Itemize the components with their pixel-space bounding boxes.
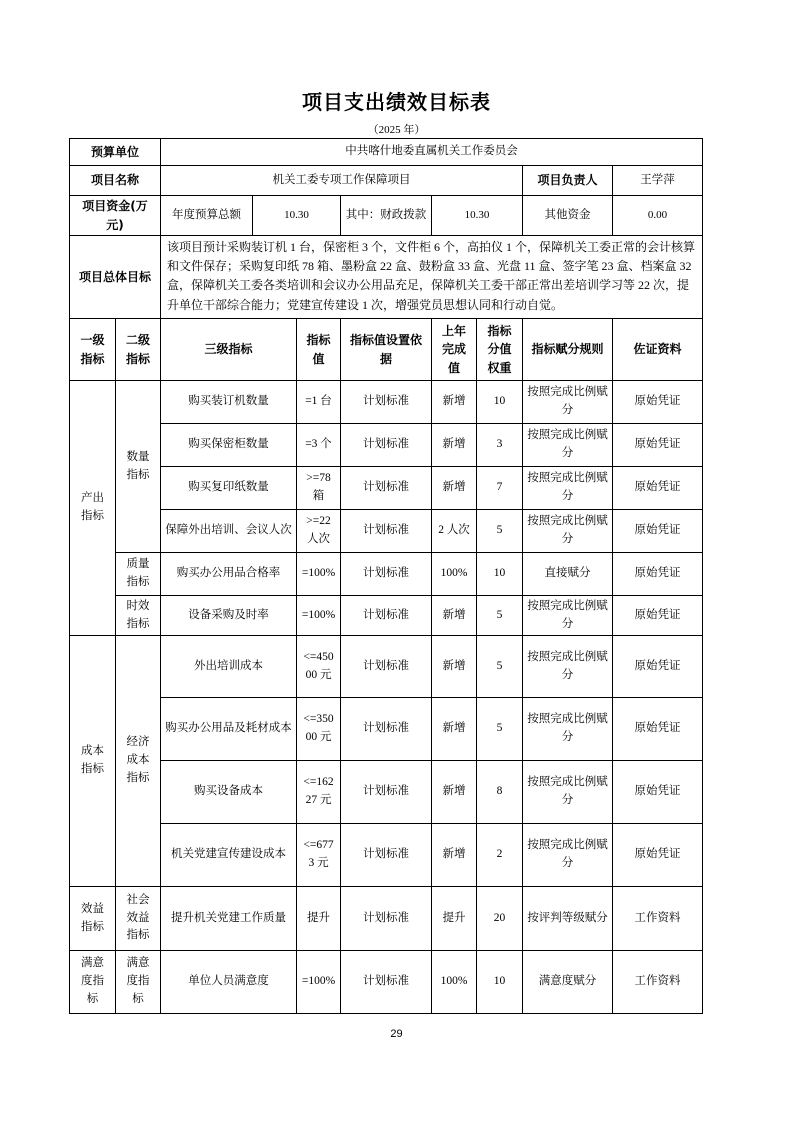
row-rule: 直接赋分 [523, 553, 613, 596]
level1-benefit: 效益指标 [70, 887, 116, 951]
row-last-year: 新增 [432, 381, 477, 424]
project-name-label: 项目名称 [70, 166, 161, 196]
row-name: 外出培训成本 [161, 636, 297, 698]
row-rule: 按照完成比例赋分 [523, 381, 613, 424]
row-basis: 计划标准 [341, 510, 432, 553]
table-row [70, 424, 703, 467]
row-value: <=16227 元 [297, 761, 341, 824]
table-row [70, 467, 703, 510]
row-weight: 8 [477, 761, 523, 824]
table-row [70, 887, 703, 951]
row-value: =100% [297, 596, 341, 636]
table-row [70, 698, 703, 761]
table-row [70, 761, 703, 824]
row-value: =1 台 [297, 381, 341, 424]
row-basis: 计划标准 [341, 951, 432, 1014]
header-last-year: 上年完成值 [432, 319, 477, 381]
row-evidence: 原始凭证 [613, 824, 703, 887]
page-number: 29 [390, 1028, 403, 1040]
row-name: 购买设备成本 [161, 761, 297, 824]
level2-satisfaction: 满意度指标 [116, 951, 161, 1014]
table-row [70, 553, 703, 596]
row-value: >=78 箱 [297, 467, 341, 510]
table-row [70, 381, 703, 424]
row-basis: 计划标准 [341, 636, 432, 698]
table-row [70, 824, 703, 887]
row-evidence: 原始凭证 [613, 636, 703, 698]
row-name: 购买保密柜数量 [161, 424, 297, 467]
other-funds-label: 其他资金 [523, 196, 613, 236]
row-last-year: 提升 [432, 887, 477, 951]
row-rule: 按照完成比例赋分 [523, 467, 613, 510]
table-row [70, 636, 703, 698]
project-name-value: 机关工委专项工作保障项目 [161, 166, 523, 196]
indicator-table [69, 318, 703, 1014]
header-basis: 指标值设置依据 [341, 319, 432, 381]
row-last-year: 100% [432, 553, 477, 596]
level2-economic-cost: 经济成本指标 [116, 636, 161, 887]
row-basis: 计划标准 [341, 761, 432, 824]
level2-quantity: 数量指标 [116, 381, 161, 553]
row-rule: 按照完成比例赋分 [523, 824, 613, 887]
budget-unit-value: 中共喀什地委直属机关工作委员会 [161, 139, 703, 166]
row-weight: 3 [477, 424, 523, 467]
header-level2: 二级指标 [116, 319, 161, 381]
row-value: =3 个 [297, 424, 341, 467]
summary-table [69, 138, 703, 319]
row-value: =100% [297, 951, 341, 1014]
row-evidence: 工作资料 [613, 887, 703, 951]
row-value: 提升 [297, 887, 341, 951]
row-name: 购买复印纸数量 [161, 467, 297, 510]
other-funds-value: 0.00 [613, 196, 703, 236]
annual-budget-label: 年度预算总额 [161, 196, 253, 236]
header-weight: 指标分值权重 [477, 319, 523, 381]
row-weight: 7 [477, 467, 523, 510]
row-weight: 5 [477, 636, 523, 698]
row-evidence: 原始凭证 [613, 698, 703, 761]
row-rule: 满意度赋分 [523, 951, 613, 1014]
manager-label: 项目负责人 [523, 166, 613, 196]
row-name: 购买办公用品及耗材成本 [161, 698, 297, 761]
row-weight: 10 [477, 951, 523, 1014]
row-evidence: 原始凭证 [613, 761, 703, 824]
level1-satisfaction: 满意度指标 [70, 951, 116, 1014]
row-value: <=45000 元 [297, 636, 341, 698]
row-last-year: 新增 [432, 467, 477, 510]
row-weight: 5 [477, 698, 523, 761]
row-weight: 10 [477, 553, 523, 596]
row-value: <=6773 元 [297, 824, 341, 887]
level1-output: 产出指标 [70, 381, 116, 636]
row-rule: 按评判等级赋分 [523, 887, 613, 951]
row-evidence: 原始凭证 [613, 381, 703, 424]
row-last-year: 新增 [432, 636, 477, 698]
fiscal-label: 其中：财政拨款 [341, 196, 432, 236]
row-name: 设备采购及时率 [161, 596, 297, 636]
header-value: 指标值 [297, 319, 341, 381]
header-level1: 一级指标 [70, 319, 116, 381]
row-evidence: 原始凭证 [613, 424, 703, 467]
row-last-year: 新增 [432, 596, 477, 636]
row-evidence: 原始凭证 [613, 510, 703, 553]
manager-value: 王学萍 [613, 166, 703, 196]
row-value: =100% [297, 553, 341, 596]
row-weight: 10 [477, 381, 523, 424]
row-last-year: 新增 [432, 824, 477, 887]
row-basis: 计划标准 [341, 596, 432, 636]
row-basis: 计划标准 [341, 698, 432, 761]
row-basis: 计划标准 [341, 424, 432, 467]
row-basis: 计划标准 [341, 467, 432, 510]
row-name: 单位人员满意度 [161, 951, 297, 1014]
row-last-year: 新增 [432, 698, 477, 761]
level2-quality: 质量指标 [116, 553, 161, 596]
row-basis: 计划标准 [341, 887, 432, 951]
level2-social-benefit: 社会效益指标 [116, 887, 161, 951]
row-name: 购买装订机数量 [161, 381, 297, 424]
goal-text: 该项目预计采购装订机 1 台，保密柜 3 个，文件柜 6 个，高拍仪 1 个，保障机关工委正常的会计核算和文件保存；采购复印纸 78 箱、墨粉盒 22 盒、鼓粉盒 33 盒、光盘 11 盒、签字笔 23 盒、档案盒 32 盒，保障机关工委各类培训和会议办公用品充足，保障机关工委干部正常出差培训学习等 22 次，提升单位干部综合能力；党建宣传建设 1 次，增强党员思想认同和行动自觉。 [161, 236, 703, 319]
level1-cost: 成本指标 [70, 636, 116, 887]
row-basis: 计划标准 [341, 381, 432, 424]
row-rule: 按照完成比例赋分 [523, 510, 613, 553]
row-last-year: 新增 [432, 424, 477, 467]
row-basis: 计划标准 [341, 553, 432, 596]
row-last-year: 100% [432, 951, 477, 1014]
annual-budget-value: 10.30 [253, 196, 341, 236]
row-rule: 按照完成比例赋分 [523, 761, 613, 824]
funds-label: 项目资金(万元) [70, 196, 161, 236]
row-last-year: 新增 [432, 761, 477, 824]
page-title: 项目支出绩效目标表 [302, 90, 491, 114]
row-rule: 按照完成比例赋分 [523, 596, 613, 636]
row-name: 机关党建宣传建设成本 [161, 824, 297, 887]
row-weight: 20 [477, 887, 523, 951]
row-weight: 2 [477, 824, 523, 887]
row-name: 保障外出培训、会议人次 [161, 510, 297, 553]
year-label: （2025 年） [367, 124, 426, 136]
row-name: 购买办公用品合格率 [161, 553, 297, 596]
row-name: 提升机关党建工作质量 [161, 887, 297, 951]
header-row [70, 319, 703, 381]
row-rule: 按照完成比例赋分 [523, 698, 613, 761]
budget-unit-label: 预算单位 [70, 139, 161, 166]
fiscal-value: 10.30 [432, 196, 523, 236]
header-rule: 指标赋分规则 [523, 319, 613, 381]
row-rule: 按照完成比例赋分 [523, 424, 613, 467]
row-basis: 计划标准 [341, 824, 432, 887]
goal-label: 项目总体目标 [70, 236, 161, 319]
row-value: >=22 人次 [297, 510, 341, 553]
row-weight: 5 [477, 510, 523, 553]
table-row [70, 596, 703, 636]
table-row [70, 951, 703, 1014]
row-rule: 按照完成比例赋分 [523, 636, 613, 698]
level2-timeliness: 时效指标 [116, 596, 161, 636]
row-evidence: 原始凭证 [613, 553, 703, 596]
row-evidence: 工作资料 [613, 951, 703, 1014]
header-evidence: 佐证资料 [613, 319, 703, 381]
row-evidence: 原始凭证 [613, 467, 703, 510]
row-value: <=35000 元 [297, 698, 341, 761]
row-last-year: 2 人次 [432, 510, 477, 553]
row-evidence: 原始凭证 [613, 596, 703, 636]
header-level3: 三级指标 [161, 319, 297, 381]
table-row [70, 510, 703, 553]
row-weight: 5 [477, 596, 523, 636]
